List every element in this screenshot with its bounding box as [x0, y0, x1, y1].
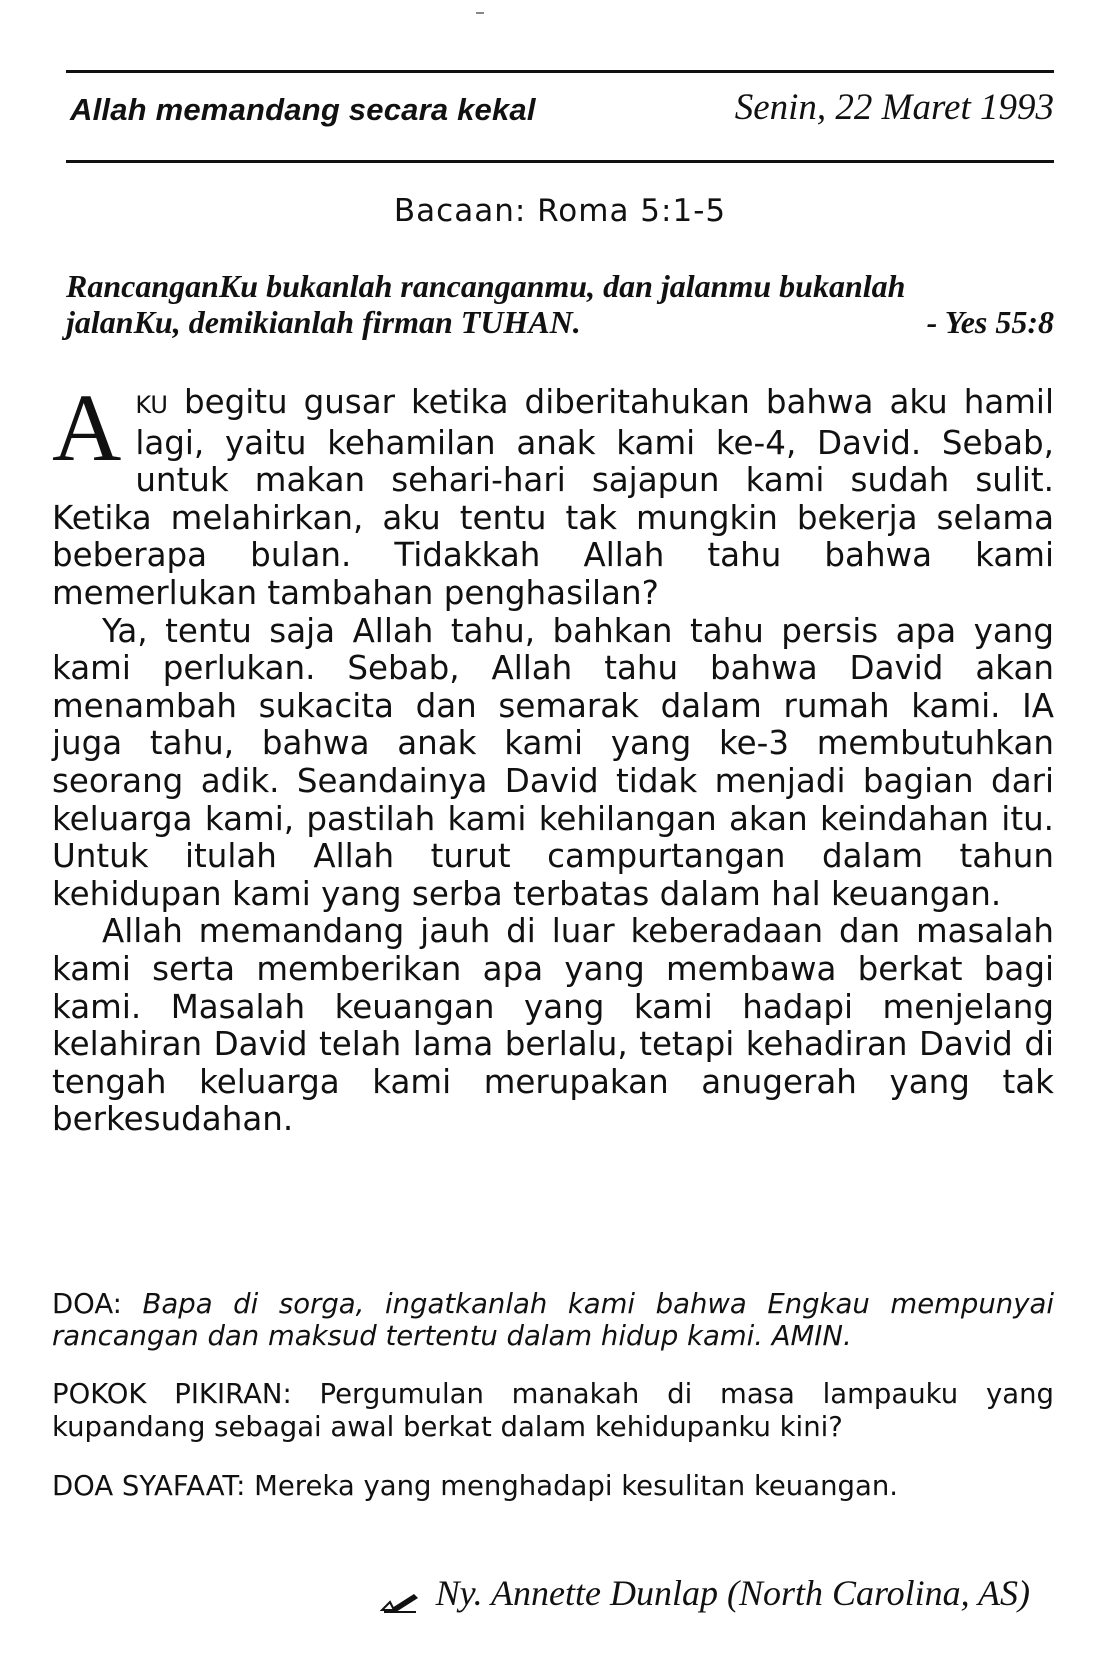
scan-mark — [476, 12, 484, 14]
paragraph-2: Ya, tentu saja Allah tahu, bahkan tahu persis apa yang kami perlukan. Sebab, Allah tahu bahwa David akan menambah sukacita dan semarak dalam rumah kami. IA juga tahu, bahwa anak kami yang ke-3 membutuhkan seorang adik. Seandainya David tidak menjadi bagian dari keluarga kami, pastilah kami kehilangan akan keindahan itu. Untuk itulah Allah turut campurtangan dalam tahun kehidupan kami yang serba terbatas dalam hal keuangan. — [52, 611, 1054, 913]
intercession-section — [52, 1470, 1054, 1503]
devotional-body — [52, 374, 1054, 1139]
thought-label: POKOK PIKIRAN: — [52, 1378, 292, 1410]
paragraph-3: Allah memandang jauh di luar keberadaan dan masalah kami serta memberikan apa yang membawa berkat bagi kami. Masalah keuangan yang kami hadapi menjelang kelahiran David telah lama berlalu, tetapi kehadiran David di tengah keluarga kami merupakan anugerah yang tak berkesudahan. — [52, 912, 1054, 1139]
drop-cap: A — [52, 374, 122, 481]
bible-reading: Bacaan: Roma 5:1-5 — [393, 193, 727, 229]
key-verse — [66, 268, 1054, 340]
author-line — [380, 1572, 1030, 1614]
page-date: Senin, 22 Maret 1993 — [734, 87, 1054, 128]
paragraph-1-text: begitu gusar ketika diberitahukan bahwa aku hamil lagi, yaitu kehamilan anak kami ke-4, David. Sebab, untuk makan sehari-hari sajapun kami sudah sulit. Ketika melahirkan, aku tentu tak mungkin bekerja selama beberapa bulan. Tidakkah Allah tahu bahwa kami memerlukan tambahan penghasilan? — [52, 383, 1054, 612]
pen-writing-icon — [380, 1581, 420, 1605]
intercession-text: Mereka yang menghadapi kesulitan keuangan. — [245, 1470, 898, 1502]
prayer-label: DOA: — [52, 1288, 122, 1320]
verse-reference: - Yes 55:8 — [926, 304, 1054, 340]
verse-line-1: RancanganKu bukanlah rancanganmu, dan jalanmu bukanlah — [66, 268, 906, 304]
header-bottom-rule — [66, 160, 1054, 163]
verse-line-2: jalanKu, demikianlah firman TUHAN. — [66, 304, 581, 340]
page-title: Allah memandang secara kekal — [70, 92, 536, 127]
paragraph-1 — [52, 374, 1054, 613]
intercession-label: DOA SYAFAAT: — [52, 1470, 246, 1502]
author-name: Ny. Annette Dunlap (North Carolina, AS) — [435, 1573, 1030, 1613]
thought-text: Pergumulan manakah di masa lampauku yang kupandang sebagai awal berkat dalam kehidupanku kini? — [52, 1378, 1054, 1443]
prayer-text: Bapa di sorga, ingatkanlah kami bahwa Engkau mempunyai rancangan dan maksud tertentu dalam hidup kami. AMIN. — [52, 1288, 1054, 1352]
header-top-rule — [66, 70, 1054, 73]
prayer-section — [52, 1288, 1054, 1352]
first-word-smallcaps: KU — [135, 391, 168, 419]
thought-section — [52, 1378, 1054, 1444]
